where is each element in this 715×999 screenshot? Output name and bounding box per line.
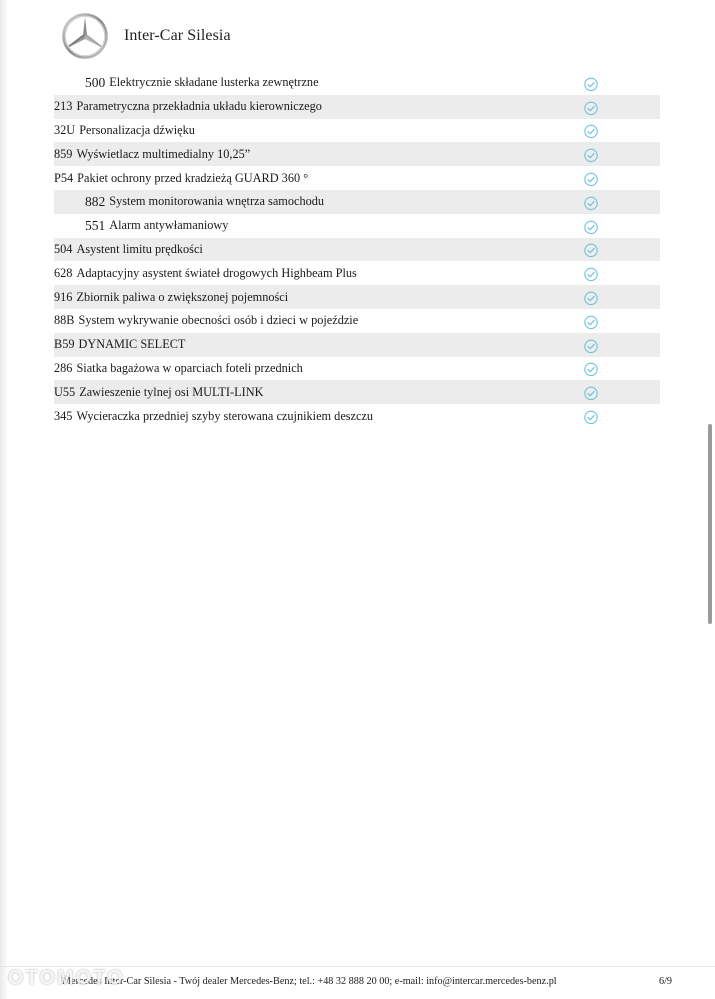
watermark: OTOMOTO — [8, 967, 125, 989]
option-label: System wykrywanie obecności osób i dzieci w pojeździe — [78, 313, 359, 328]
option-label: Zbiornik paliwa o zwiększonej pojemności — [76, 289, 289, 304]
option-row — [54, 333, 660, 357]
option-row — [54, 261, 660, 285]
option-code: 345 — [54, 408, 73, 423]
option-row — [54, 380, 660, 404]
check-icon — [584, 149, 598, 163]
option-row — [54, 309, 660, 333]
option-label: Wyświetlacz multimedialny 10,25” — [76, 146, 251, 161]
option-label: Siatka bagażowa w oparciach foteli przednich — [76, 360, 303, 375]
check-icon — [584, 339, 598, 353]
option-code: 916 — [54, 289, 73, 304]
option-code: 628 — [54, 265, 73, 280]
check-icon — [584, 101, 598, 115]
option-code: 859 — [54, 146, 73, 161]
option-row — [54, 357, 660, 381]
option-label: System monitorowania wnętrza samochodu — [109, 194, 325, 209]
check-icon — [584, 291, 598, 305]
check-icon — [584, 220, 598, 234]
option-label: Adaptacyjny asystent świateł drogowych Highbeam Plus — [76, 265, 357, 280]
check-icon — [584, 268, 598, 282]
scrollbar[interactable] — [708, 424, 712, 624]
option-code: B59 — [54, 337, 75, 352]
mercedes-star-icon — [62, 13, 108, 59]
option-row — [54, 71, 660, 95]
option-row — [54, 214, 660, 238]
footer-contact: Mercedes Inter-Car Silesia - Twój dealer Mercedes-Benz; tel.: +48 32 888 20 00; e-mail: info@intercar.mercedes-benz.pl — [62, 976, 557, 987]
page-header — [62, 12, 231, 60]
option-row — [54, 119, 660, 143]
dealer-name: Inter-Car Silesia — [124, 27, 231, 44]
option-code: 32U — [54, 122, 76, 137]
option-row — [54, 190, 660, 214]
equipment-option-list — [54, 71, 660, 428]
check-icon — [584, 77, 598, 91]
option-row — [54, 238, 660, 262]
option-row — [54, 285, 660, 309]
option-label: DYNAMIC SELECT — [78, 337, 186, 352]
check-icon — [584, 363, 598, 377]
option-code: 286 — [54, 360, 73, 375]
check-icon — [584, 172, 598, 186]
option-label: Alarm antywłamaniowy — [109, 218, 229, 233]
option-code: 551 — [85, 217, 106, 233]
check-icon — [584, 410, 598, 424]
option-code: U55 — [54, 384, 76, 399]
option-label: Elektrycznie składane lusterka zewnętrzne — [109, 75, 319, 90]
option-code: 882 — [85, 193, 106, 209]
option-label: Asystent limitu prędkości — [76, 241, 203, 256]
option-code: 88B — [54, 313, 75, 328]
page-footer — [62, 976, 672, 987]
option-label: Personalizacja dźwięku — [79, 122, 195, 137]
option-label: Parametryczna przekładnia układu kierowniczego — [76, 99, 322, 114]
option-row — [54, 166, 660, 190]
check-icon — [584, 196, 598, 210]
check-icon — [584, 387, 598, 401]
option-code: P54 — [54, 170, 74, 185]
option-code: 213 — [54, 99, 73, 114]
page-edge — [0, 0, 8, 999]
check-icon — [584, 315, 598, 329]
option-row — [54, 142, 660, 166]
option-code: 504 — [54, 241, 73, 256]
option-code: 500 — [85, 74, 106, 90]
option-label: Wycieraczka przedniej szyby sterowana czujnikiem deszczu — [76, 408, 374, 423]
page-number: 6/9 — [658, 976, 672, 987]
check-icon — [584, 244, 598, 258]
check-icon — [584, 125, 598, 139]
option-row — [54, 95, 660, 119]
option-label: Zawieszenie tylnej osi MULTI-LINK — [79, 384, 264, 399]
option-row — [54, 404, 660, 428]
option-label: Pakiet ochrony przed kradzieżą GUARD 360 ° — [77, 170, 309, 185]
